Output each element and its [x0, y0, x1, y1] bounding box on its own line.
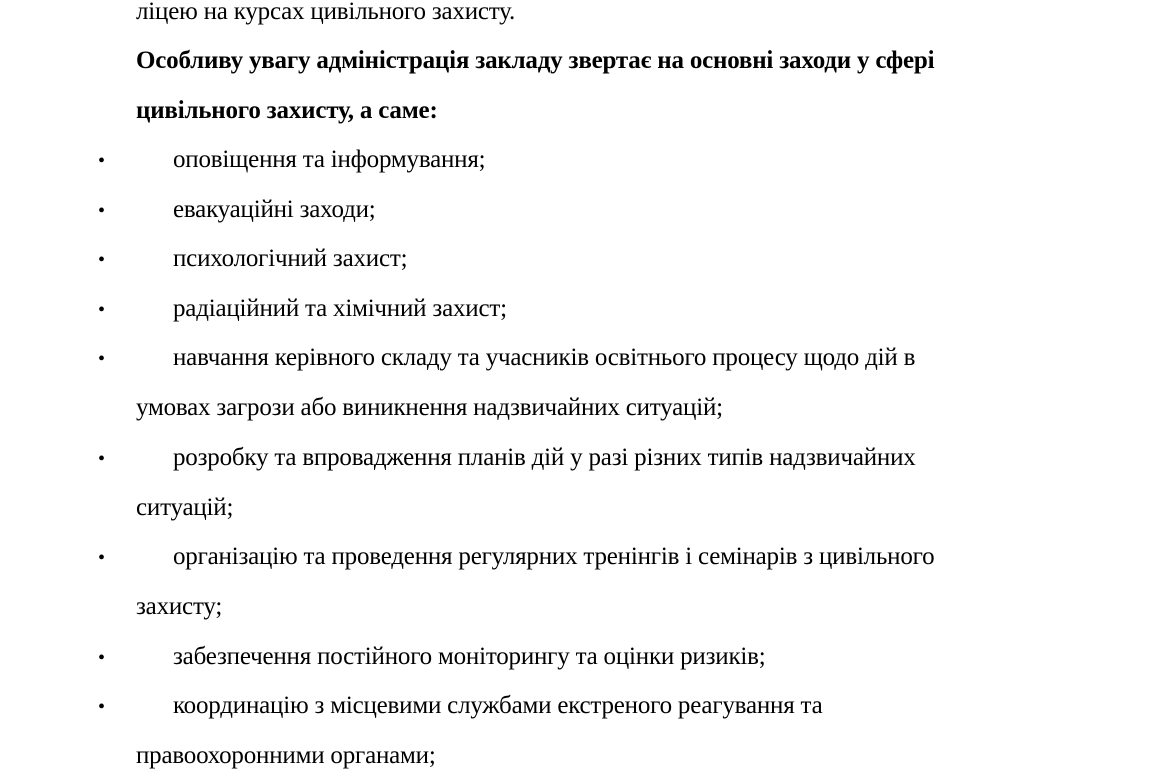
list-item: оповіщення та інформування; — [173, 146, 486, 173]
bullet-icon: • — [98, 150, 106, 172]
bullet-icon: • — [98, 348, 106, 370]
list-item: евакуаційні заходи; — [173, 196, 376, 223]
list-item: розробку та впровадження планів дій у разі різних типів надзвичайних — [173, 444, 916, 471]
list-item: координацію з місцевими службами екстреного реагування та — [173, 692, 823, 719]
bullet-icon: • — [98, 249, 106, 271]
bullet-icon: • — [98, 299, 106, 321]
list-item: забезпечення постійного моніторингу та оцінки ризиків; — [173, 643, 766, 670]
list-item-continuation: захисту; — [136, 593, 223, 620]
bullet-icon: • — [98, 696, 106, 718]
list-item-continuation: правоохоронними органами; — [136, 742, 436, 769]
emphasis-heading-line-1: Особливу увагу адміністрація закладу звертає на основні заходи у сфері — [136, 47, 935, 74]
list-item: навчання керівного складу та учасників освітнього процесу щодо дій в — [173, 344, 916, 371]
bullet-icon: • — [98, 547, 106, 569]
list-item: організацію та проведення регулярних тренінгів і семінарів з цивільного — [173, 543, 935, 570]
bullet-icon: • — [98, 647, 106, 669]
list-item: психологічний захист; — [173, 245, 408, 272]
bullet-icon: • — [98, 448, 106, 470]
emphasis-heading-line-2: цивільного захисту, а саме: — [136, 97, 438, 124]
paragraph-intro-tail: ліцею на курсах цивільного захисту. — [136, 0, 516, 25]
list-item-continuation: умовах загрози або виникнення надзвичайних ситуацій; — [136, 394, 723, 421]
list-item-continuation: ситуацій; — [136, 494, 234, 521]
list-item: радіаційний та хімічний захист; — [173, 295, 507, 322]
bullet-icon: • — [98, 200, 106, 222]
